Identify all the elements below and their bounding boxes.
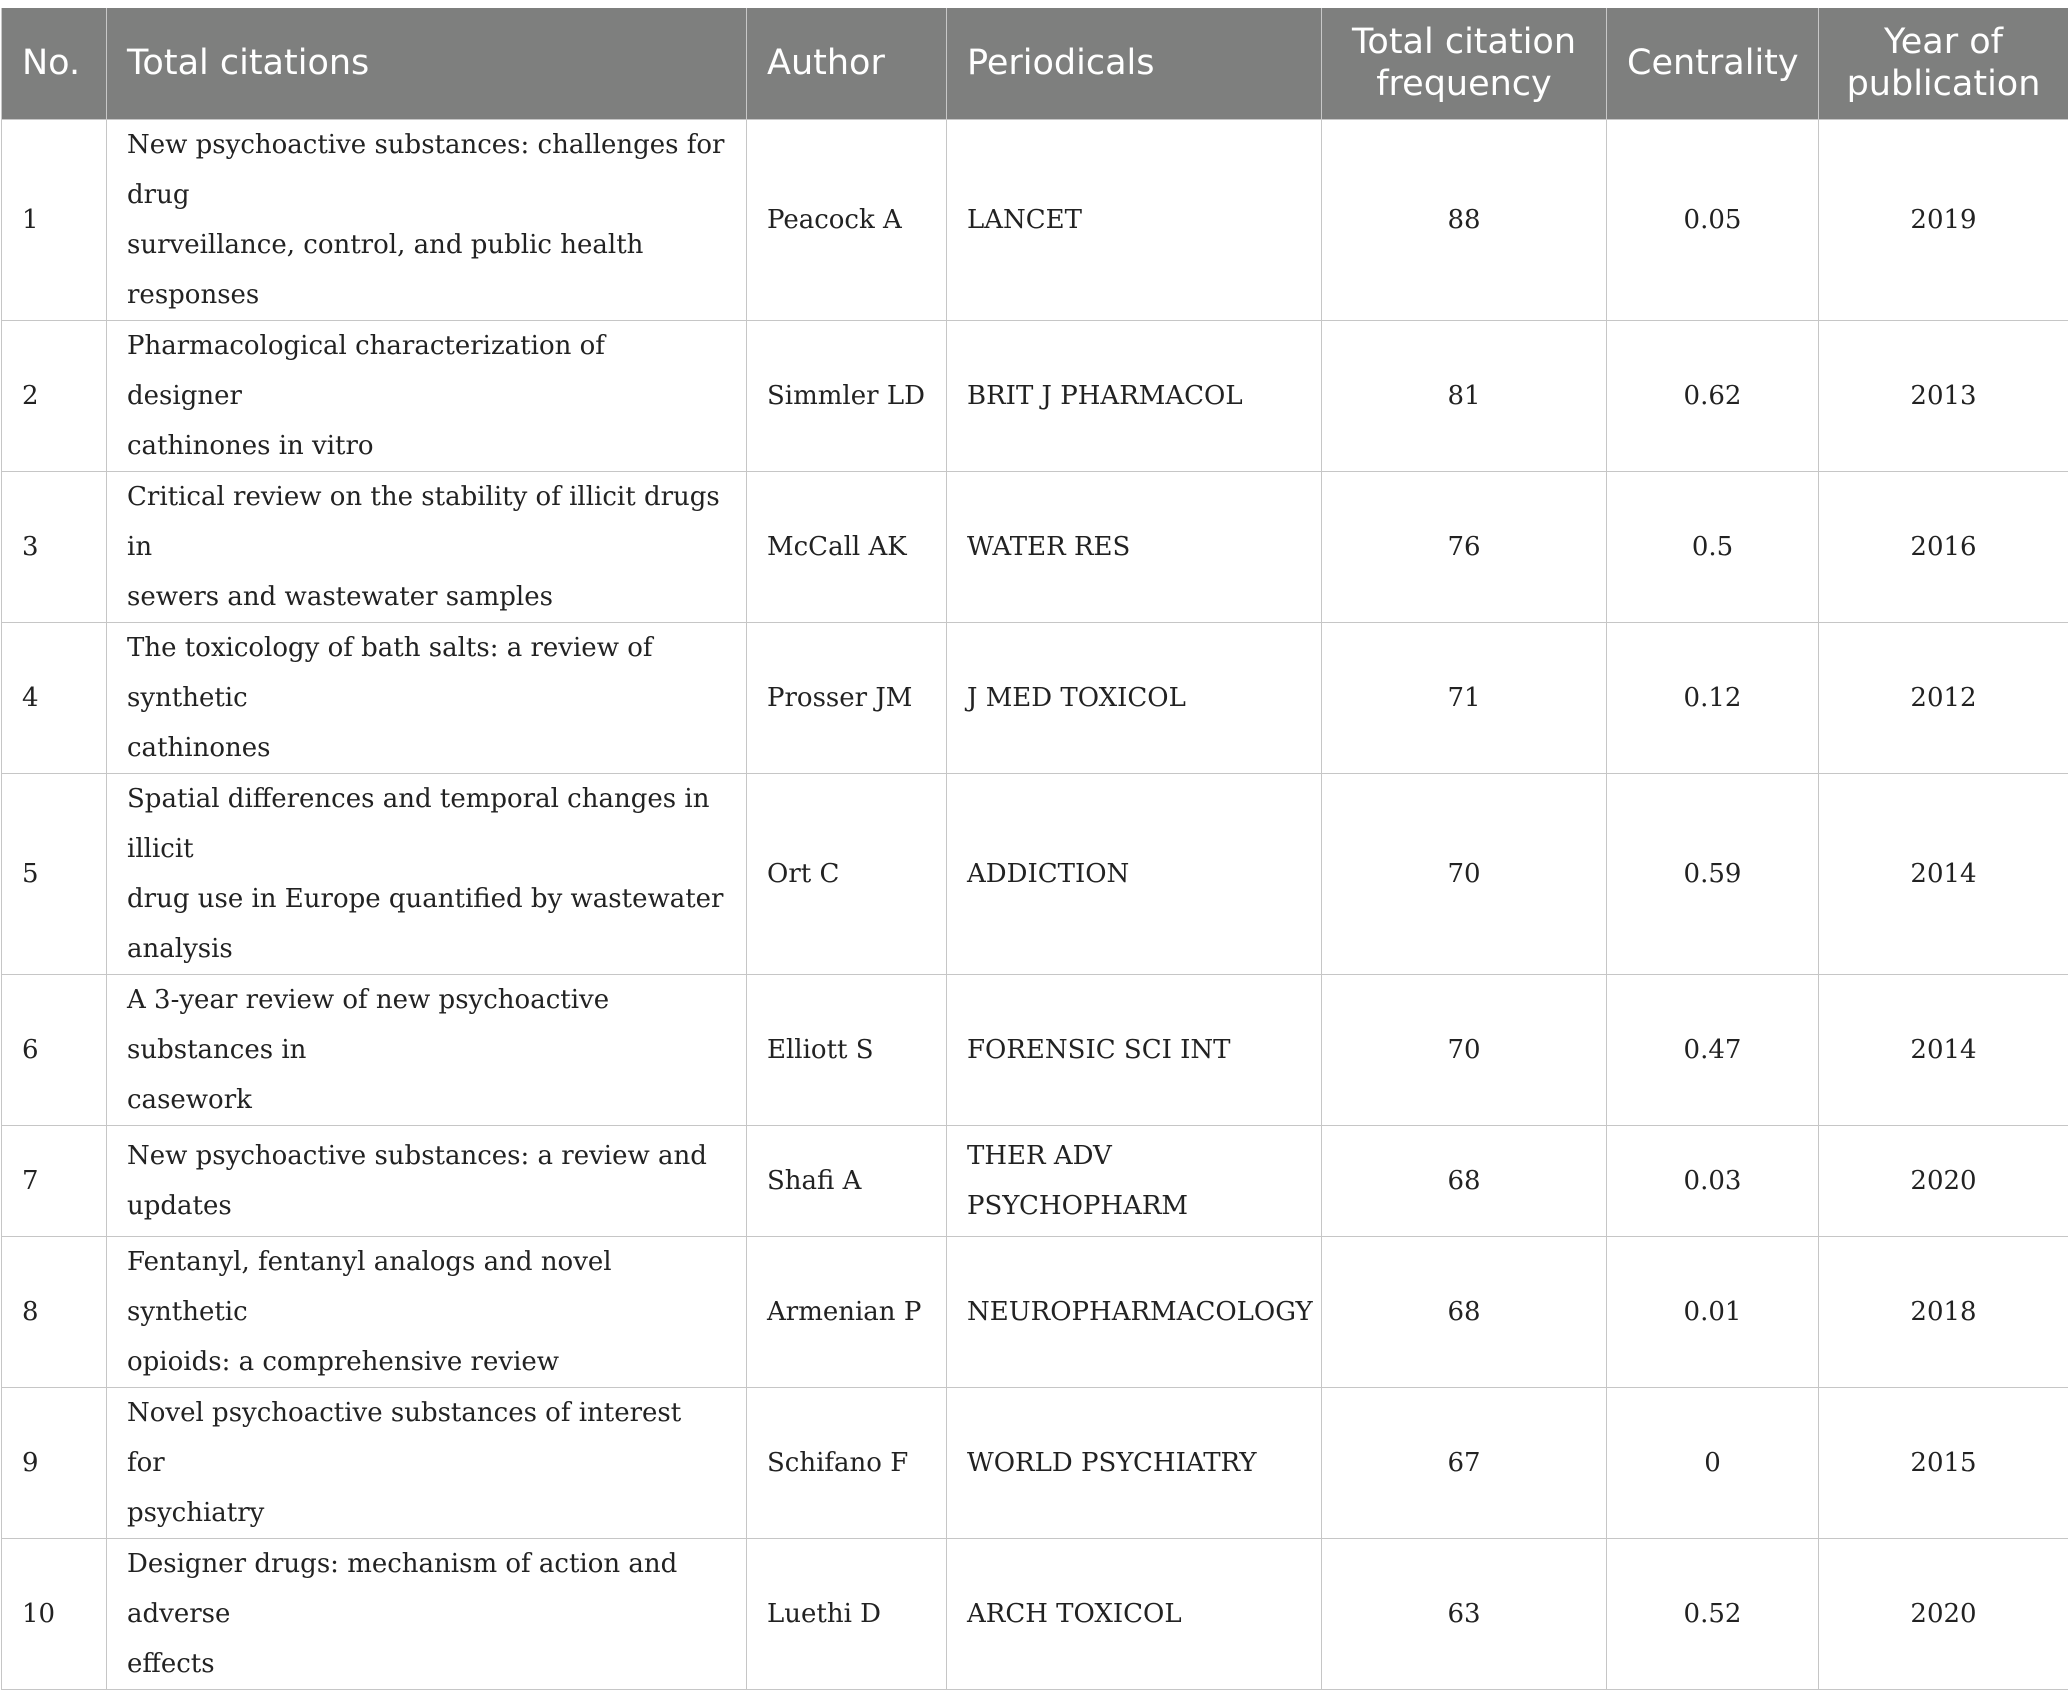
cell-year-text: 2015 bbox=[1910, 1448, 1976, 1478]
header-year-line1: Year of bbox=[1884, 22, 2003, 62]
cell-author bbox=[747, 974, 947, 1125]
cell-frequency-text: 71 bbox=[1447, 683, 1480, 713]
cell-title bbox=[107, 320, 747, 471]
table-body bbox=[2, 119, 2068, 1689]
cell-title bbox=[107, 622, 747, 773]
cell-title-text: Designer drugs: mechanism of action and adverse bbox=[127, 1549, 677, 1629]
cell-author-text: Elliott S bbox=[767, 1035, 874, 1065]
cell-title-text: New psychoactive substances: a review and updates bbox=[127, 1141, 707, 1221]
cell-centrality bbox=[1607, 320, 1819, 471]
cell-no-text: 5 bbox=[22, 859, 39, 889]
cell-title-text: drug use in Europe quantified by wastewater analysis bbox=[127, 884, 723, 964]
header-periodicals: Periodicals bbox=[947, 8, 1322, 119]
cell-no bbox=[2, 1236, 107, 1387]
cell-centrality-text: 0.52 bbox=[1684, 1599, 1742, 1629]
cell-periodical-text: WORLD PSYCHIATRY bbox=[967, 1448, 1256, 1478]
cell-periodical bbox=[947, 1538, 1322, 1689]
cell-year-text: 2012 bbox=[1910, 683, 1976, 713]
table-row bbox=[2, 1538, 2068, 1689]
cell-no-text: 2 bbox=[22, 381, 39, 411]
cell-centrality bbox=[1607, 974, 1819, 1125]
cell-year bbox=[1819, 622, 2068, 773]
cell-title-text: Spatial differences and temporal changes in illicit bbox=[127, 784, 709, 864]
cell-year-text: 2013 bbox=[1910, 381, 1976, 411]
cell-year bbox=[1819, 974, 2068, 1125]
table-row bbox=[2, 1387, 2068, 1538]
cell-frequency-text: 68 bbox=[1447, 1297, 1480, 1327]
cell-frequency-text: 76 bbox=[1447, 532, 1480, 562]
header-no: No. bbox=[2, 8, 107, 119]
cell-periodical bbox=[947, 773, 1322, 974]
cell-title-text: Pharmacological characterization of designer bbox=[127, 331, 605, 411]
cell-author-text: Prosser JM bbox=[767, 683, 912, 713]
cell-periodical-text: LANCET bbox=[967, 205, 1082, 235]
cell-no bbox=[2, 773, 107, 974]
cell-centrality bbox=[1607, 773, 1819, 974]
cell-year bbox=[1819, 320, 2068, 471]
header-year-line2: publication bbox=[1847, 64, 2041, 104]
cell-periodical-text: ADDICTION bbox=[967, 859, 1129, 889]
cell-no-text: 1 bbox=[22, 205, 39, 235]
cell-year bbox=[1819, 1538, 2068, 1689]
cell-year bbox=[1819, 119, 2068, 320]
cell-centrality-text: 0.62 bbox=[1684, 381, 1742, 411]
cell-periodical bbox=[947, 1236, 1322, 1387]
cell-title-text: sewers and wastewater samples bbox=[127, 582, 553, 612]
cell-title-text: The toxicology of bath salts: a review of synthetic bbox=[127, 633, 652, 713]
cell-year-text: 2019 bbox=[1910, 205, 1976, 235]
header-year-of-publication bbox=[1819, 8, 2068, 119]
cell-centrality bbox=[1607, 119, 1819, 320]
cell-no bbox=[2, 974, 107, 1125]
cell-no bbox=[2, 1125, 107, 1236]
table-row bbox=[2, 773, 2068, 974]
header-author: Author bbox=[747, 8, 947, 119]
cell-no-text: 7 bbox=[22, 1166, 39, 1196]
cell-year bbox=[1819, 1387, 2068, 1538]
cell-title bbox=[107, 471, 747, 622]
cell-no-text: 6 bbox=[22, 1035, 39, 1065]
cell-no bbox=[2, 471, 107, 622]
cell-author bbox=[747, 773, 947, 974]
table-row bbox=[2, 1236, 2068, 1387]
cell-author bbox=[747, 119, 947, 320]
cell-title bbox=[107, 1236, 747, 1387]
cell-centrality bbox=[1607, 1538, 1819, 1689]
cell-periodical bbox=[947, 974, 1322, 1125]
cell-title-text: opioids: a comprehensive review bbox=[127, 1347, 559, 1377]
cell-title-text: cathinones in vitro bbox=[127, 431, 374, 461]
cell-periodical bbox=[947, 471, 1322, 622]
cell-no bbox=[2, 622, 107, 773]
cell-periodical-text: WATER RES bbox=[967, 532, 1130, 562]
cell-author-text: Ort C bbox=[767, 859, 839, 889]
cell-author-text: Peacock A bbox=[767, 205, 902, 235]
cell-periodical-text: J MED TOXICOL bbox=[967, 683, 1186, 713]
cell-centrality-text: 0.5 bbox=[1692, 532, 1733, 562]
cell-periodical-text: ARCH TOXICOL bbox=[967, 1599, 1182, 1629]
cell-centrality bbox=[1607, 1387, 1819, 1538]
cell-centrality bbox=[1607, 1125, 1819, 1236]
cell-author-text: Simmler LD bbox=[767, 381, 925, 411]
cell-title bbox=[107, 1387, 747, 1538]
table-row bbox=[2, 974, 2068, 1125]
cell-title-text: surveillance, control, and public health responses bbox=[127, 230, 643, 310]
cell-author bbox=[747, 1387, 947, 1538]
cell-frequency bbox=[1322, 471, 1607, 622]
cell-no bbox=[2, 119, 107, 320]
cell-centrality-text: 0.05 bbox=[1684, 205, 1742, 235]
cell-author bbox=[747, 320, 947, 471]
cell-year-text: 2014 bbox=[1910, 859, 1976, 889]
cell-frequency bbox=[1322, 1387, 1607, 1538]
cell-author-text: Armenian P bbox=[767, 1297, 921, 1327]
cell-year bbox=[1819, 1236, 2068, 1387]
cell-author-text: Luethi D bbox=[767, 1599, 881, 1629]
cell-year bbox=[1819, 773, 2068, 974]
table-row bbox=[2, 471, 2068, 622]
cell-year-text: 2014 bbox=[1910, 1035, 1976, 1065]
cell-frequency-text: 68 bbox=[1447, 1166, 1480, 1196]
header-row bbox=[2, 8, 2068, 119]
cell-periodical bbox=[947, 119, 1322, 320]
cell-title-text: New psychoactive substances: challenges for drug bbox=[127, 130, 724, 210]
cell-centrality-text: 0.03 bbox=[1684, 1166, 1742, 1196]
cell-frequency bbox=[1322, 320, 1607, 471]
cell-periodical bbox=[947, 1125, 1322, 1236]
cell-title-text: effects bbox=[127, 1649, 215, 1679]
cell-author bbox=[747, 1236, 947, 1387]
cell-frequency bbox=[1322, 622, 1607, 773]
cell-author bbox=[747, 471, 947, 622]
cell-title bbox=[107, 974, 747, 1125]
cell-no-text: 9 bbox=[22, 1448, 39, 1478]
cell-year-text: 2020 bbox=[1910, 1599, 1976, 1629]
cell-author-text: Schifano F bbox=[767, 1448, 908, 1478]
cell-year-text: 2020 bbox=[1910, 1166, 1976, 1196]
citations-table bbox=[1, 8, 2068, 1690]
cell-centrality-text: 0.12 bbox=[1684, 683, 1742, 713]
cell-author bbox=[747, 622, 947, 773]
cell-no-text: 3 bbox=[22, 532, 39, 562]
cell-frequency bbox=[1322, 974, 1607, 1125]
header-total-citations: Total citations bbox=[107, 8, 747, 119]
cell-author bbox=[747, 1125, 947, 1236]
cell-periodical bbox=[947, 1387, 1322, 1538]
table-row bbox=[2, 119, 2068, 320]
cell-centrality-text: 0 bbox=[1704, 1448, 1721, 1478]
cell-centrality bbox=[1607, 471, 1819, 622]
cell-no bbox=[2, 1538, 107, 1689]
cell-periodical bbox=[947, 622, 1322, 773]
cell-title-text: casework bbox=[127, 1085, 252, 1115]
cell-periodical-text: BRIT J PHARMACOL bbox=[967, 381, 1243, 411]
cell-centrality-text: 0.59 bbox=[1684, 859, 1742, 889]
table-header bbox=[2, 8, 2068, 119]
cell-title-text: Critical review on the stability of illicit drugs in bbox=[127, 482, 720, 562]
cell-title bbox=[107, 773, 747, 974]
cell-periodical bbox=[947, 320, 1322, 471]
cell-year-text: 2016 bbox=[1910, 532, 1976, 562]
header-frequency-line2: frequency bbox=[1376, 64, 1552, 104]
cell-year bbox=[1819, 471, 2068, 622]
cell-title bbox=[107, 119, 747, 320]
cell-no bbox=[2, 1387, 107, 1538]
table-row bbox=[2, 320, 2068, 471]
cell-frequency-text: 67 bbox=[1447, 1448, 1480, 1478]
cell-year bbox=[1819, 1125, 2068, 1236]
cell-no bbox=[2, 320, 107, 471]
cell-title bbox=[107, 1538, 747, 1689]
cell-frequency-text: 70 bbox=[1447, 1035, 1480, 1065]
cell-no-text: 4 bbox=[22, 683, 39, 713]
cell-title bbox=[107, 1125, 747, 1236]
cell-centrality-text: 0.01 bbox=[1684, 1297, 1742, 1327]
cell-frequency bbox=[1322, 1538, 1607, 1689]
cell-centrality bbox=[1607, 622, 1819, 773]
cell-title-text: Fentanyl, fentanyl analogs and novel synthetic bbox=[127, 1247, 612, 1327]
cell-author-text: McCall AK bbox=[767, 532, 907, 562]
cell-author bbox=[747, 1538, 947, 1689]
cell-periodical-text: THER ADV bbox=[967, 1141, 1112, 1171]
cell-centrality bbox=[1607, 1236, 1819, 1387]
cell-no-text: 10 bbox=[22, 1599, 55, 1629]
cell-author-text: Shafi A bbox=[767, 1166, 861, 1196]
cell-frequency-text: 70 bbox=[1447, 859, 1480, 889]
cell-year-text: 2018 bbox=[1910, 1297, 1976, 1327]
cell-title-text: cathinones bbox=[127, 733, 270, 763]
cell-periodical-text: NEUROPHARMACOLOGY bbox=[967, 1297, 1313, 1327]
cell-centrality-text: 0.47 bbox=[1684, 1035, 1742, 1065]
header-frequency-line1: Total citation bbox=[1352, 22, 1576, 62]
cell-no-text: 8 bbox=[22, 1297, 39, 1327]
cell-periodical-text: PSYCHOPHARM bbox=[967, 1191, 1188, 1221]
cell-frequency-text: 63 bbox=[1447, 1599, 1480, 1629]
table-row bbox=[2, 1125, 2068, 1236]
cell-frequency bbox=[1322, 1236, 1607, 1387]
cell-frequency-text: 81 bbox=[1447, 381, 1480, 411]
cell-frequency bbox=[1322, 119, 1607, 320]
cell-frequency bbox=[1322, 773, 1607, 974]
cell-title-text: A 3-year review of new psychoactive substances in bbox=[127, 985, 609, 1065]
cell-title-text: psychiatry bbox=[127, 1498, 264, 1528]
table-row bbox=[2, 622, 2068, 773]
cell-frequency bbox=[1322, 1125, 1607, 1236]
cell-frequency-text: 88 bbox=[1447, 205, 1480, 235]
header-total-citation-frequency bbox=[1322, 8, 1607, 119]
cell-title-text: Novel psychoactive substances of interest for bbox=[127, 1398, 681, 1478]
cell-periodical-text: FORENSIC SCI INT bbox=[967, 1035, 1231, 1065]
header-centrality: Centrality bbox=[1607, 8, 1819, 119]
